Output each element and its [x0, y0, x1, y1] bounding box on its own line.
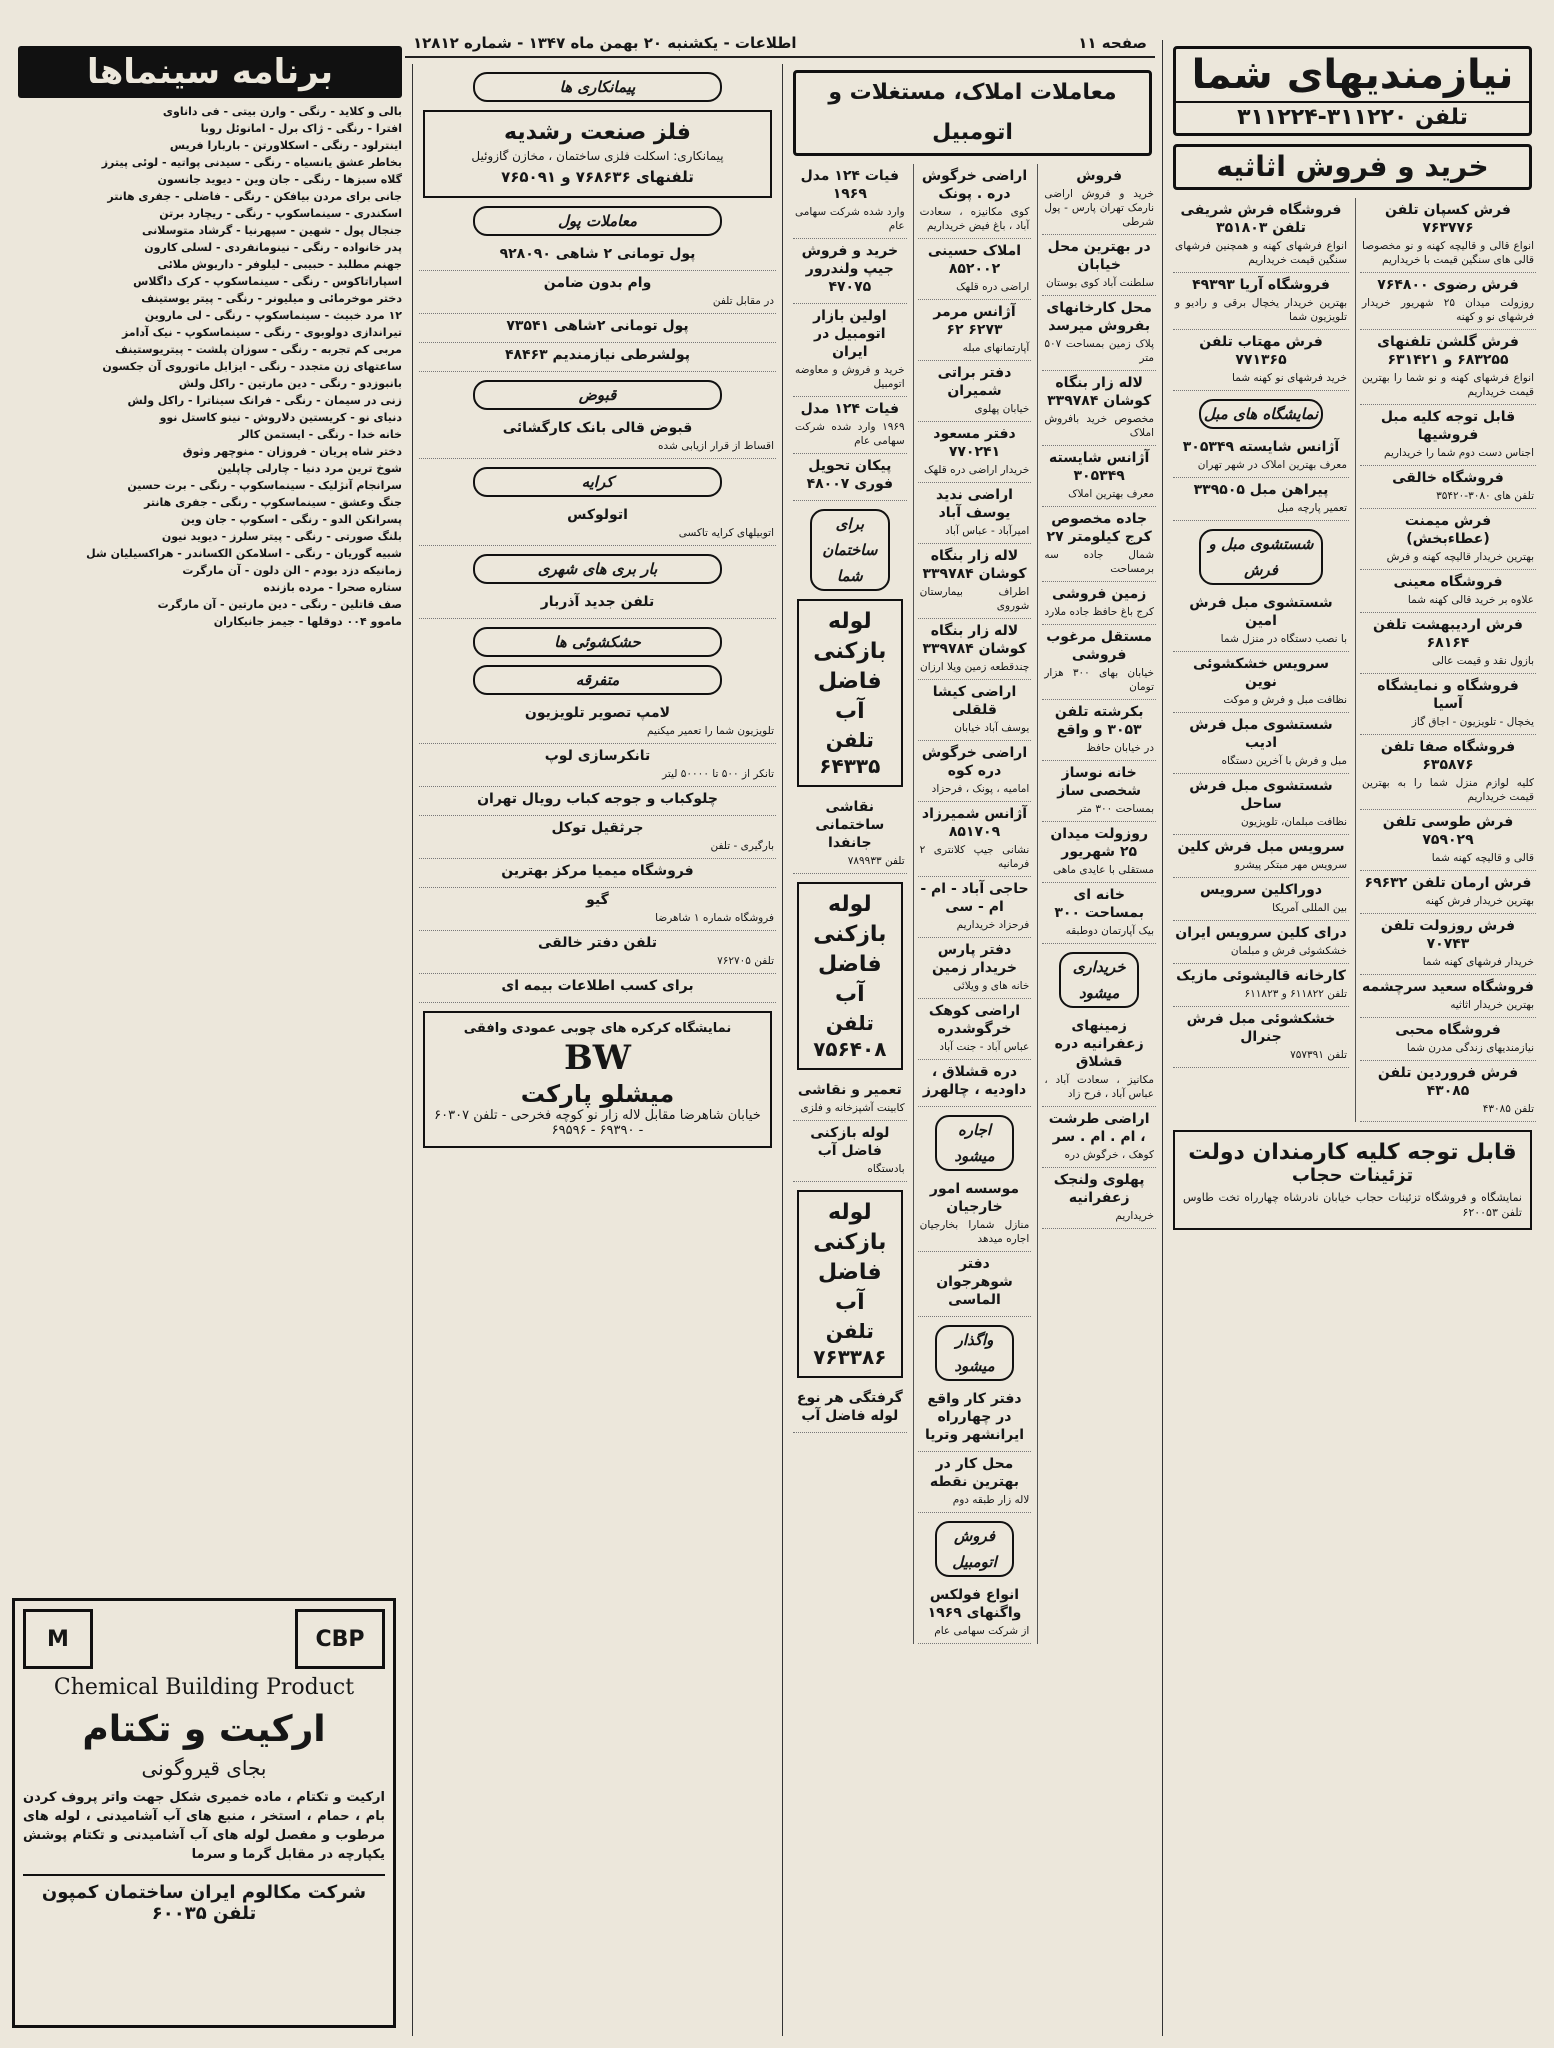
ad-item: فرش فروردین تلفن ۴۳۰۸۵ تلفن ۴۳۰۸۵ — [1360, 1061, 1536, 1122]
ad-item: فرش رضوی ۷۶۴۸۰۰ روزولت میدان ۲۵ شهریور خریدار فرشهای نو و کهنه — [1360, 273, 1536, 330]
cinema-item: اسکندری - سینماسکوپ - رنگی - ریچارد برتن — [159, 207, 402, 220]
cinema-item: بانبوزدو - رنگی - دین مارتین - راکل ولش — [178, 377, 402, 390]
misc-tag: متفرقه — [473, 665, 723, 695]
ad-item: دوراکلین سرویس بین المللی آمریکا — [1173, 878, 1349, 921]
cinema-item: جانی برای مردن بیافکن - رنگی - فاضلی - جفری هانتر — [107, 190, 402, 203]
pipe-ad-3: لوله بازکنی فاضل آب تلفن ۷۶۳۳۸۶ — [797, 1190, 903, 1378]
furniture-section-banner: خرید و فروش اثاثیه — [1173, 144, 1532, 190]
cinema-item: دختر موخرمائی و میلیونر - رنگی - پیتر یوستینف — [141, 292, 402, 305]
ad-item: اتولوکس اتوبیلهای کرایه تاکسی — [419, 503, 776, 546]
cinema-item: صف قاتلین - رنگی - دین مارتین - آن مارگرت — [157, 598, 402, 611]
cinema-item: شوخ ترین مرد دنیا - چارلی چاپلین — [217, 462, 402, 475]
ad-item: مستقل مرغوب فروشی خیابان بهای ۳۰۰ هزار تومان — [1042, 625, 1156, 700]
ad-item: فروشگاه سعید سرچشمه بهترین خریدار اثاثیه — [1360, 975, 1536, 1018]
rent-tag: اجاره میشود — [935, 1115, 1015, 1171]
needs-banner — [1173, 46, 1532, 136]
ad-item: درای کلین سرویس ایران خشکشوئی فرش و مبلمان — [1173, 921, 1349, 964]
notice-title: قابل توجه کلیه کارمندان دولت — [1188, 1140, 1517, 1165]
cinema-item: سرانجام آنژلیک - سینماسکوپ - رنگی - برت حسین — [127, 479, 402, 492]
pipe-ad-1: لوله بازکنی فاضل آب تلفن ۶۴۳۳۵ — [797, 599, 903, 787]
ad-item: فرش طوسی تلفن ۷۵۹۰۲۹ قالی و قالیچه کهنه شما — [1360, 810, 1536, 871]
ad-item: پیراهن مبل ۳۳۹۵۰۵ تعمیر پارچه مبل — [1173, 478, 1349, 521]
needs-subcolumns — [1169, 198, 1536, 1122]
ad-item: فروشگاه و نمایشگاه آسیا یخچال - تلویزیون - اجاق گاز — [1360, 674, 1536, 735]
ad-item: جرثقیل توکل بارگیری - تلفن — [419, 816, 776, 859]
ad-item: اراضی کوهک خرگوشدره عباس آباد - جنت آباد — [918, 999, 1032, 1060]
bw-parquet-ad: نمایشگاه کرکره های چوبی عمودی وافقی BW میشلو پارکت خیابان شاهرضا مقابل لاله زار نو کوچه فخرحی - تلفن ۶۰۳۰۷ - ۶۹۳۹۰ - ۶۹۵۹۶ — [423, 1011, 772, 1148]
ad-item: گرفتگی هر نوع لوله فاضل آب — [793, 1386, 907, 1433]
needs-phone: تلفن ۳۱۱۲۲۰-۳۱۱۲۲۴ — [1176, 101, 1529, 133]
issue-info: اطلاعات - یکشنبه ۲۰ بهمن ماه ۱۳۴۷ - شماره ۱۲۸۱۲ — [413, 34, 797, 52]
ad-item: فروش خرید و فروش اراضی نارمک تهران پارس - پول شرطی — [1042, 164, 1156, 235]
ad-item: پهلوی ولنجک زعفرانیه خریداریم — [1042, 1168, 1156, 1229]
ad-item: وام بدون ضامن در مقابل تلفن — [419, 271, 776, 314]
chem-english-title: Chemical Building Product — [53, 1675, 355, 1700]
ad-item: جاده مخصوص کرج کیلومتر ۲۷ شمال جاده سه برمساحت — [1042, 507, 1156, 582]
ad-item: روزولت میدان ۲۵ شهریور مستقلی با عایدی ماهی — [1042, 822, 1156, 883]
ad-item: فروشگاه فرش شریفی تلفن ۳۵۱۸۰۳ انواع فرشهای کهنه و همچنین فرشهای سنگین قیمت خریداریم — [1173, 198, 1349, 273]
cinema-item: ۱۲ مرد خبیث - سینماسکوپ - رنگی - لی ماروین — [144, 309, 402, 322]
car-tag: فروش اتومبیل — [935, 1521, 1015, 1577]
cinema-item: ستاره صحرا - مرده بازنده — [263, 581, 402, 594]
ad-item: لاله زار بنگاه کوشان ۳۳۹۷۸۴ چندقطعه زمین ویلا ارزان — [918, 619, 1032, 680]
furniture-show-tag: نمایشگاه های مبل — [1199, 399, 1322, 429]
notice-body: نمایشگاه و فروشگاه تزئینات حجاب خیابان نادرشاه چهارراه تخت طاوس تلفن ۶۲۰۰۵۳ — [1183, 1191, 1522, 1219]
cinema-title: برنامه سینماها — [18, 46, 402, 98]
cinema-item: تیراندازی دولوبوی - رنگی - سینماسکوپ - نیک آدامز — [121, 326, 402, 339]
ad-item: آژانس شایسته ۳۰۵۳۴۹ معرف بهترین املاک در شهر تهران — [1173, 435, 1349, 478]
cinema-item: جنجال پول - شهین - سپهرنیا - گرشاد متوسلانی — [141, 224, 402, 237]
ad-item: چلوکباب و جوجه کباب رویال تهران — [419, 787, 776, 816]
ad-item: آژانس شایسته ۳۰۵۳۴۹ معرف بهترین املاک — [1042, 446, 1156, 507]
ad-item: فرش اردیبهشت تلفن ۶۸۱۶۴ بازول نقد و قیمت عالی — [1360, 613, 1536, 674]
cinema-item: بالی و کلاید - رنگی - وارن بیتی - فی داناوی — [162, 105, 402, 118]
ad-item: لامپ تصویر تلویزیون تلویزیون شما را تعمیر میکنیم — [419, 701, 776, 744]
ad-item: شستشوی مبل فرش امین با نصب دستگاه در منزل شما — [1173, 591, 1349, 652]
cinema-item: پدر خانواده - رنگی - نینومانفردی - لسلی کارون — [144, 241, 402, 254]
cinema-item: افترا - رنگی - ژاک برل - امانوئل روبا — [200, 122, 402, 135]
cinema-item: زنی در سیمان - رنگی - فرانک سیناترا - راکل ولش — [127, 394, 402, 407]
chemical-building-ad — [12, 1598, 396, 2028]
ad-item: موسسه امور خارجیان منازل شمارا بخارجیان اجاره میدهد — [918, 1177, 1032, 1252]
chem-phone: شرکت مکالوم ایران ساختمان کمپون تلفن ۶۰۰۳۵ — [23, 1874, 385, 1924]
cinema-list — [18, 104, 402, 629]
cinema-item: اینترلود - رنگی - اسکلاورتن - باربارا فریس — [169, 139, 402, 152]
ad-item: اراضی خرگوش دره . پونک کوی مکانیزه ، سعادت آباد ، باغ فیض خریداریم — [918, 164, 1032, 239]
ad-item: سرویس خشکشوئی نوین نظافت مبل و فرش و موکت — [1173, 652, 1349, 713]
ad-item: فرش میمنت (عطاءبخش) بهترین خریدار قالیچه کهنه و فرش — [1360, 509, 1536, 570]
ad-item: دفتر پارس خریدار زمین خانه های و ویلائی — [918, 938, 1032, 999]
hijab-notice — [1173, 1130, 1532, 1230]
ad-item: سرویس مبل فرش کلین سرویس مهر مبتکر پیشرو — [1173, 835, 1349, 878]
transfer-tag: واگذار میشود — [935, 1325, 1015, 1381]
ad-item: پولشرطی نیازمندیم ۴۸۴۶۳ — [419, 343, 776, 372]
realestate-column — [782, 64, 1162, 2036]
cleaning-tag: شستشوی مبل و فرش — [1199, 529, 1322, 585]
ad-item: برای کسب اطلاعات بیمه ای — [419, 974, 776, 1003]
ad-item: زمینهای زعفرانیه دره قشلاق مکانیز ، سعادت آباد ، عباس آباد ، فرح زاد — [1042, 1014, 1156, 1107]
ad-item: شستشوی مبل فرش ادیب مبل و فرش با آخرین دستگاه — [1173, 713, 1349, 774]
needs-subcol-a — [1355, 198, 1536, 1122]
chem-logos — [23, 1609, 385, 1669]
ad-item: پیکان تحویل فوری ۴۸۰۰۷ — [793, 454, 907, 501]
checks-tag: قبوض — [473, 380, 723, 410]
cinema-item: ساعتهای زن متجدد - رنگی - ایزابل ماتوروی آن جکسون — [102, 360, 402, 373]
cinema-item: بلنگ صورتی - رنگی - پیتر سلرز - دیوید نیون — [161, 530, 402, 543]
cinema-item: شبیه گوریان - رنگی - اسلامکن الکساندر - هراکسیلیان شل — [86, 547, 402, 560]
needs-column — [1162, 40, 1542, 2036]
money-tag: معاملات پول — [473, 206, 723, 236]
ad-item: اراضی ندید یوسف آباد امیرآباد - عباس آباد — [918, 483, 1032, 544]
ad-item: نقاشی ساختمانی جانفدا تلفن ۷۸۹۹۳۳ — [793, 795, 907, 874]
ad-item: دفتر مسعود ۷۷۰۲۴۱ خریدار اراضی دره قلهک — [918, 422, 1032, 483]
chem-subtitle: بجای قیروگونی — [141, 1756, 267, 1780]
buy-tag: خریداری میشود — [1059, 952, 1139, 1008]
cinema-item: زمانیکه دزد بودم - الن دلون - آن مارگرت — [182, 564, 402, 577]
cinema-item: دختر شاه پریان - فروزان - منوچهر وثوق — [182, 445, 402, 458]
ad-item: گیو فروشگاه شماره ۱ شاهرضا — [419, 888, 776, 931]
realestate-banner: معاملات املاک، مستغلات و اتومبیل — [793, 70, 1152, 156]
ad-item: فروشگاه میمیا مرکز بهترین — [419, 859, 776, 888]
ad-item: املاک حسینی ۸۵۲۰۰۲ اراضی دره قلهک — [918, 239, 1032, 300]
realestate-subcol-c — [789, 164, 907, 1644]
ad-item: شستشوی مبل فرش ساحل نظافت مبلمان، تلویزیون — [1173, 774, 1349, 835]
cinema-item: مربی کم تجربه - رنگی - سوزان پلشت - پیتریوستینف — [115, 343, 402, 356]
page-header — [405, 30, 1155, 58]
city-freight-tag: بار بری های شهری — [473, 554, 723, 584]
mekaleum-logo: M — [23, 1609, 93, 1669]
ad-item: خانه ای بمساحت ۳۰۰ بیک آپارتمان دوطبقه — [1042, 883, 1156, 944]
cinema-item: گلاه سبزها - رنگی - جان وین - دیوید جانسون — [157, 173, 402, 186]
ad-item: خرید و فروش جیپ ولندرور ۴۷۰۷۵ — [793, 239, 907, 304]
ad-item: فیات ۱۲۴ مدل ۱۹۶۹ وارد شده شرکت سهامی عام — [793, 164, 907, 239]
contractor-box: فلز صنعت رشدیه پیمانکاری: اسکلت فلزی ساختمان ، مخازن گازوئیل تلفنهای ۷۶۸۶۳۶ و ۷۶۵۰۹۱ — [423, 110, 772, 198]
ad-item: دفتر شوهرجوان الماسی — [918, 1252, 1032, 1317]
ad-item: انواع فولکس واگنهای ۱۹۶۹ از شرکت سهامی عام — [918, 1583, 1032, 1644]
ad-item: فروشگاه آریا ۴۹۳۹۳ بهترین خریدار یخچال برقی و رادیو و تلویزیون شما — [1173, 273, 1349, 330]
ad-item: تانکرسازی لوپ تانکر از ۵۰۰ تا ۵۰۰۰۰ لیتر — [419, 744, 776, 787]
ad-item: اراضی طرشت ، ام . ام . سر کوهک ، خرگوش دره — [1042, 1107, 1156, 1168]
cinema-item: اسپاراتاکوس - رنگی - سینماسکوپ - کرک داگلاس — [133, 275, 402, 288]
cinema-item: جنگ وعشق - سینماسکوپ - رنگی - جفری هانتر — [144, 496, 402, 509]
ad-item: فروشگاه معینی علاوه بر خرید قالی کهنه شما — [1360, 570, 1536, 613]
ad-item: کارخانه قالیشوئی مازیک تلفن ۶۱۱۸۲۲ و ۶۱۱۸۲۳ — [1173, 964, 1349, 1007]
cinema-item: بخاطر عشق یانسیاه - رنگی - سیدنی پواتیه - لوئی پیترز — [101, 156, 402, 169]
realestate-subcolumns — [789, 164, 1156, 1644]
ad-item: فروشگاه صفا تلفن ۶۳۵۸۷۶ کلیه لوازم منزل شما را به بهترین قیمت خریداریم — [1360, 735, 1536, 810]
ad-item: زمین فروشی کرج باغ حافظ جاده ملارد — [1042, 582, 1156, 625]
cinema-item: پسرانکن الدو - رنگی - اسکوپ - جان وین — [180, 513, 402, 526]
cbp-logo: CBP — [295, 1609, 385, 1669]
cinema-item: خانه خدا - رنگی - ایستمن کالر — [238, 428, 402, 441]
needs-subcol-b — [1169, 198, 1349, 1122]
ad-item: خانه نوساز شخصی ساز بمساحت ۳۰۰ متر — [1042, 761, 1156, 822]
building-tag: برای ساختمان شما — [810, 509, 890, 591]
ad-item: تعمیر و نقاشی کابینت آشپزخانه و فلزی — [793, 1078, 907, 1121]
ad-item: پول تومانی ۲شاهی ۷۳۵۴۱ — [419, 314, 776, 343]
ad-item: فرش روزولت تلفن ۷۰۷۴۳ خریدار فرشهای کهنه شما — [1360, 914, 1536, 975]
ad-item: محل کارخانهای بفروش میرسد پلاک زمین بمساحت ۵۰۷ متر — [1042, 296, 1156, 371]
pipe-ad-2: لوله بازکنی فاضل آب تلفن ۷۵۶۴۰۸ — [797, 882, 903, 1070]
ad-item: آژانس مرمر ۶۲۷۳ ۶۲ آپارتمانهای مبله — [918, 300, 1032, 361]
ad-item: خشکشوئی مبل فرش جنرال تلفن ۷۵۷۳۹۱ — [1173, 1007, 1349, 1068]
cinema-item: جهنم مطلبد - حبیبی - لیلوفر - داریوش ملائی — [157, 258, 402, 271]
ad-item: فیات ۱۲۴ مدل ۱۹۶۹ وارد شده شرکت سهامی عام — [793, 397, 907, 454]
ad-item: فرش مهتاب تلفن ۷۷۱۳۶۵ خرید فرشهای نو کهنه شما — [1173, 330, 1349, 391]
ad-item: فرش گلشن تلفنهای ۶۸۳۲۵۵ و ۶۳۱۴۲۱ انواع فرشهای کهنه و نو شما را بهترین قیمت خریداریم — [1360, 330, 1536, 405]
cinema-item: ماموو ۰۰۴ دوقلها - جیمز جانیکاران — [213, 615, 402, 628]
ad-item: اولین بازار اتومبیل در ایران خرید و فروش و معاوضه اتومبیل — [793, 304, 907, 397]
ad-item: دفتر براتی شمیران خیابان پهلوی — [918, 361, 1032, 422]
ad-item: حاجی آباد - ام - ام - سی فرحزاد خریداریم — [918, 877, 1032, 938]
ad-item: لوله بازکنی فاضل آب بادستگاه — [793, 1121, 907, 1182]
ad-item: قبوض قالی بانک کارگشائی اقساط از قرار ازیابی شده — [419, 416, 776, 459]
contractor-tag: پیمانکاری ها — [473, 72, 723, 102]
ad-item: دره قشلاق ، داودیه ، چالهرز — [918, 1060, 1032, 1107]
ad-item: فروشگاه خالقی تلفن های ۳۰۸۰-۳۵۴۲۰ — [1360, 466, 1536, 509]
ad-item: دفتر کار واقع در چهارراه ایرانشهر وتریا — [918, 1387, 1032, 1452]
drycleaning-tag: حشکشوئی ها — [473, 627, 723, 657]
chem-persian-title: ارکیت و تکتام — [82, 1709, 326, 1750]
needs-title: نیازمندیهای شما — [1191, 52, 1514, 98]
ad-item: پول تومانی ۲ شاهی ۹۲۸۰۹۰ — [419, 242, 776, 271]
page-number: صفحه ۱۱ — [1078, 34, 1147, 52]
ad-item: آژانس شمیرزاد ۸۵۱۷۰۹ نشانی جیپ کلانتری ۲ فرمانیه — [918, 802, 1032, 877]
notice-sub: تزئینات حجاب — [1291, 1165, 1414, 1186]
chem-body: ارکیت و تکتام ، ماده خمیری شکل جهت واتر پروف کردن بام ، حمام ، استخر ، منبع های آب آشامیدنی ، لوله های مرطوب و مفصل لوله های آب آشامیدنی و تکتام پوشش یکپارچه در مقابل گرما و سرما — [23, 1790, 385, 1862]
realestate-subcol-b — [913, 164, 1032, 1644]
ad-item: فرش ارمان تلفن ۶۹۶۳۲ بهترین خریدار فرش کهنه — [1360, 871, 1536, 914]
services-column — [412, 64, 782, 2036]
ad-item: اراضی کیشا قلقلی یوسف آباد خیابان — [918, 680, 1032, 741]
ad-item: تلفن دفتر خالقی تلفن ۷۶۲۷۰۵ — [419, 931, 776, 974]
ad-item: تلفن جدید آذربار — [419, 590, 776, 619]
ad-item: لاله زار بنگاه کوشان ۳۳۹۷۸۴ اطراف بیمارستان شوروی — [918, 544, 1032, 619]
rent-car-tag: کرایه — [473, 467, 723, 497]
realestate-subcol-a — [1037, 164, 1156, 1644]
ad-item: بکرشته تلفن ۳۰۵۳ و واقع در خیابان حافظ — [1042, 700, 1156, 761]
ad-item: قابل توجه کلیه مبل فروشیها اجناس دست دوم شما را خریداریم — [1360, 405, 1536, 466]
ad-item: اراضی خرگوش دره کوه امامیه ، پونک ، فرحزاد — [918, 741, 1032, 802]
ad-item: فروشگاه محبی نیازمندیهای زندگی مدرن شما — [1360, 1018, 1536, 1061]
ad-item: لاله زار بنگاه کوشان ۳۳۹۷۸۴ مخصوص خرید بافروش املاک — [1042, 371, 1156, 446]
ad-item: در بهترین محل خیابان سلطنت آباد کوی بوستان — [1042, 235, 1156, 296]
cinema-item: دنیای نو - کریستین دلاروش - نینو کاستل نوو — [159, 411, 402, 424]
ad-item: فرش کسپان تلفن ۷۶۳۷۷۶ انواع قالی و قالیچه کهنه و نو مخصوصا قالی های سنگین قیمت با خریداریم — [1360, 198, 1536, 273]
ad-item: محل کار در بهترین نقطه لاله زار طبقه دوم — [918, 1452, 1032, 1513]
